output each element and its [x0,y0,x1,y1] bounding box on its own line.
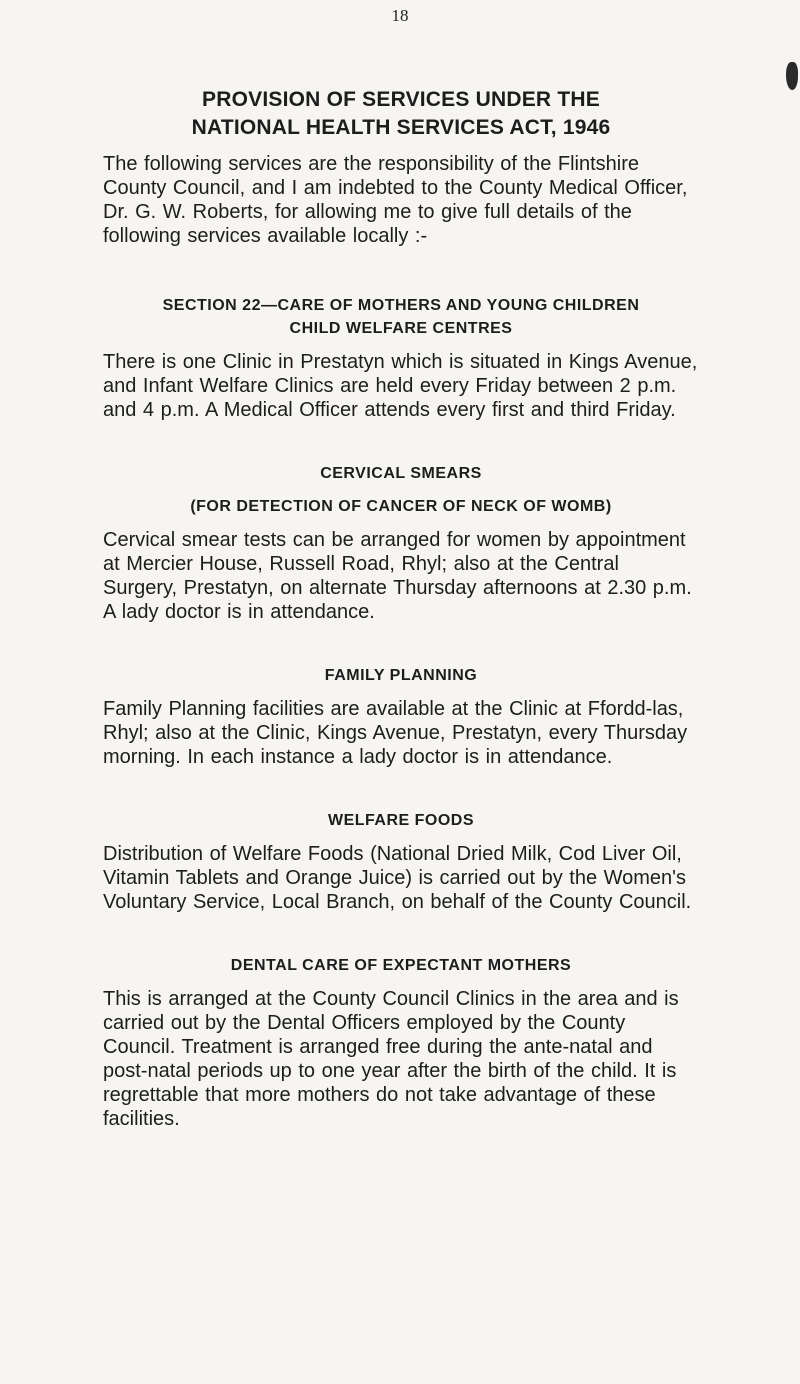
intro-paragraph: The following services are the responsibility of the Flintshire County Council, and I am indebted to the County Medical Officer, Dr. G. W. Roberts, for allowing me to give full details of the following services available locally :- [103,153,688,247]
child-welfare-paragraph: There is one Clinic in Prestatyn which is situated in Kings Avenue, and Infant Welfare Clinics are held every Friday between 2 p.m. and 4 p.m. A Medical Officer attends every first and third Friday. [103,351,698,421]
section-heading-family-planning: FAMILY PLANNING [324,667,478,684]
page-title-line-1: PROVISION OF SERVICES UNDER THE [202,88,600,111]
dental-care-paragraph: This is arranged at the County Council Clinics in the area and is carried out by the Dental Officers employed by the County Council. Treatment is arranged free during the ante-natal and post-natal periods up to one year after the birth of the child. It is regrettable that more mothers do not take advantage of these facilities. [103,988,679,1130]
section-heading-cervical-smears: CERVICAL SMEARS [320,465,482,482]
welfare-foods-paragraph: Distribution of Welfare Foods (National Dried Milk, Cod Liver Oil, Vitamin Tablets and Orange Juice) is carried out by the Women's Voluntary Service, Local Branch, on behalf of the County Council. [103,843,692,913]
section-subheading-child-welfare: CHILD WELFARE CENTRES [289,320,513,337]
document-body [103,86,699,1131]
cervical-smears-paragraph: Cervical smear tests can be arranged for women by appointment at Mercier House, Russell Road, Rhyl; also at the Central Surgery, Prestatyn, on alternate Thursday afternoons at 2.30 p.m. A lady doctor is in attendance. [103,529,692,623]
section-heading-dental-care: DENTAL CARE OF EXPECTANT MOTHERS [230,957,572,974]
page-number: 18 [391,6,409,25]
ink-blot-mark [786,62,798,90]
section-subheading-cancer-detection: (FOR DETECTION OF CANCER OF NECK OF WOMB) [190,498,612,515]
page-title-line-2: NATIONAL HEALTH SERVICES ACT, 1946 [191,116,611,139]
family-planning-paragraph: Family Planning facilities are available at the Clinic at Ffordd-las, Rhyl; also at the Clinic, Kings Avenue, Prestatyn, every Thursday morning. In each instance a lady doctor is in attendance. [103,698,688,768]
section-heading-welfare-foods: WELFARE FOODS [327,812,475,829]
section-heading-care-of-mothers: SECTION 22—CARE OF MOTHERS AND YOUNG CHILDREN [162,297,640,314]
